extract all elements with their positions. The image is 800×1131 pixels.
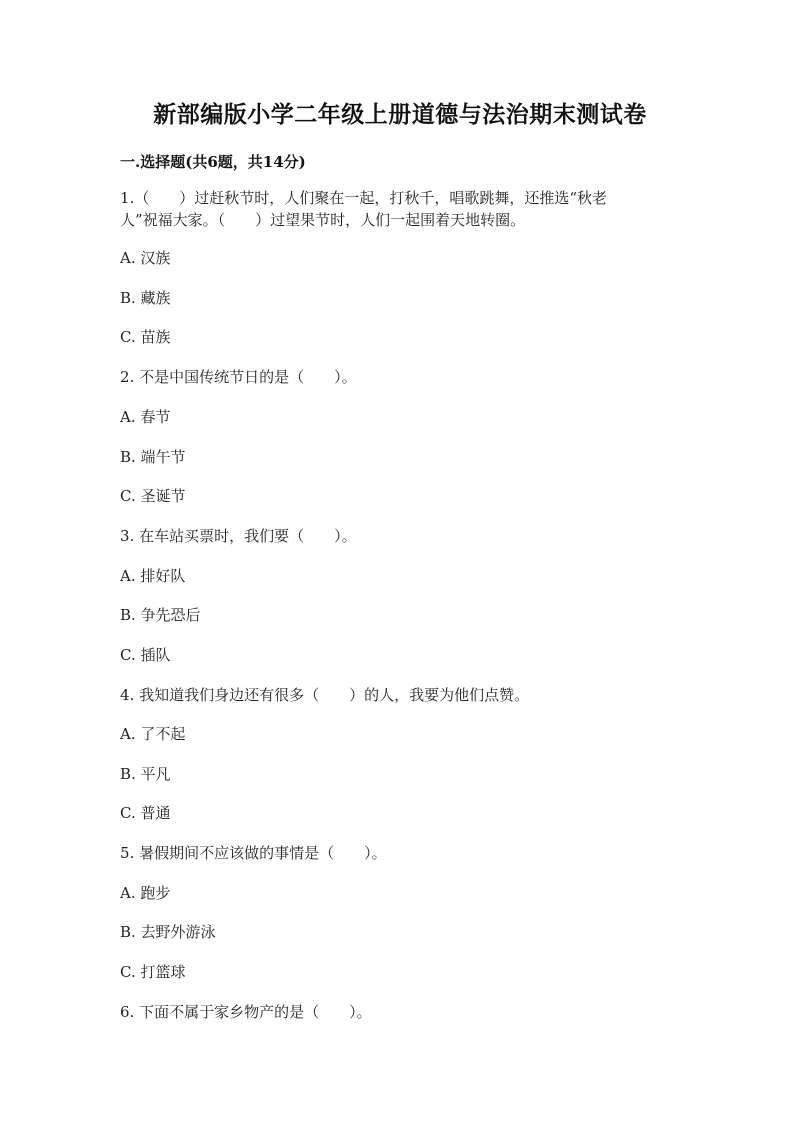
question-5-option-a: A. 跑步 (120, 884, 171, 902)
page-title: 新部编版小学二年级上册道德与法治期末测试卷 (153, 101, 647, 128)
question-1-stem-line-2: 人”祝福大家。（ ）过望果节时，人们一起围着天地转圈。 (120, 211, 526, 229)
question-5-option-b: B. 去野外游泳 (120, 923, 216, 941)
question-3-stem: 3. 在车站买票时，我们要（ ）。 (120, 527, 357, 545)
question-2-option-b: B. 端午节 (120, 448, 186, 466)
question-2-stem: 2. 不是中国传统节日的是（ ）。 (120, 368, 357, 386)
question-4-option-c: C. 普通 (120, 804, 171, 822)
question-2-option-c: C. 圣诞节 (120, 487, 186, 505)
question-6-stem: 6. 下面不属于家乡物产的是（ ）。 (120, 1003, 372, 1021)
section-heading: 一.选择题(共6题，共14分) (120, 153, 306, 171)
question-2-option-a: A. 春节 (120, 408, 171, 426)
question-4-option-b: B. 平凡 (120, 765, 171, 783)
question-5-option-c: C. 打篮球 (120, 963, 186, 981)
question-4-stem: 4. 我知道我们身边还有很多（ ）的人，我要为他们点赞。 (120, 686, 530, 704)
question-3-option-c: C. 插队 (120, 646, 171, 664)
question-1-option-c: C. 苗族 (120, 328, 171, 346)
question-4-option-a: A. 了不起 (120, 725, 186, 743)
question-1-option-b: B. 藏族 (120, 289, 171, 307)
question-3-option-b: B. 争先恐后 (120, 606, 201, 624)
question-1-option-a: A. 汉族 (120, 249, 171, 267)
question-1-stem-line-1: 1.（ ）过赶秋节时，人们聚在一起，打秋千，唱歌跳舞，还推选“秋老 (120, 189, 607, 207)
question-5-stem: 5. 暑假期间不应该做的事情是（ ）。 (120, 844, 387, 862)
question-3-option-a: A. 排好队 (120, 567, 186, 585)
